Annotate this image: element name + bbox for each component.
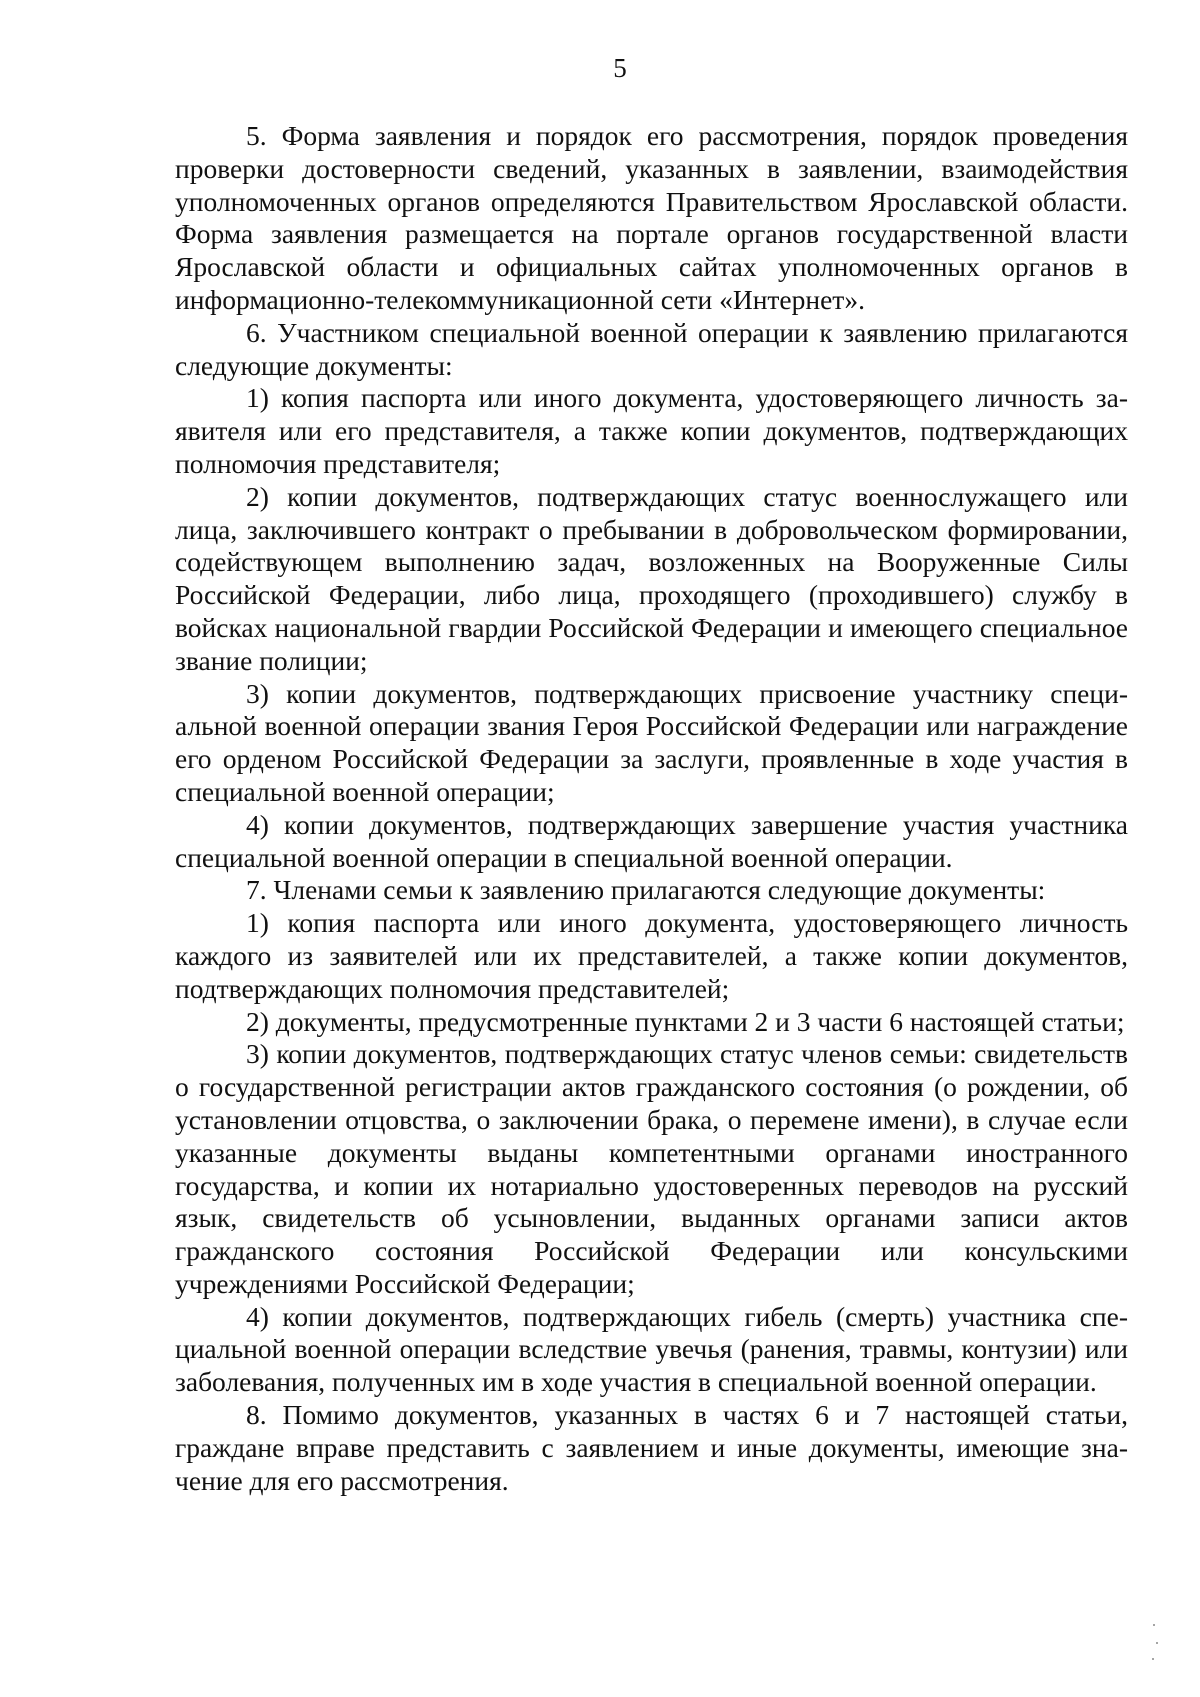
paragraph-6: 6. Участником специальной военной операции к заявлению прилагаются следующие документы: [175,316,1128,381]
paragraph-7-item-1: 1) копия паспорта или иного документа, удостоверяющего личность каждого из заявителей или их представителей, а также копии документов, подтверждающих полномочия представителей; [175,907,1128,1004]
paragraph-7-item-4: 4) копии документов, подтверждающих гибель (смерть) участника специальной военной операции вследствие увечья (ранения, травмы, контузии) или заболевания, полученных им в ходе участия в специальной военной операции. [175,1300,1128,1398]
paragraph-7-item-2: 2) документы, предусмотренные пунктами 2 и 3 части 6 настоящей статьи; [246,1005,1125,1037]
paragraph-7-item-3: 3) копии документов, подтверждающих статус членов семьи: свидетельств о государственной регистрации актов гражданского состояния (о рождении, об установлении отцовства, о заключении брака, о перемене имени), в случае если указанные документы выданы компетентными органами иностранного государства, и копии их нотариально удостоверенных переводов на русский язык, свидетельств об усыновлении, выданных органами записи актов гражданского состояния Российской Федерации или консульскими учреждениями Российской Федерации; [175,1038,1128,1299]
paragraph-6-item-4: 4) копии документов, подтверждающих завершение участия участника специальной военной операции в специальной военной операции. [175,808,1128,873]
paragraph-5: 5. Форма заявления и порядок его рассмотрения, порядок проведения проверки достоверности сведений, указанных в заявлении, взаимодействия уполномоченных органов определяются Правительством Ярославской области. Форма заявления размещается на портале органов государственной власти Ярославской области и официальных сайтах уполномоченных органов в информационно-телекоммуникационной сети «Интернет». [175,120,1128,315]
paragraph-6-item-3: 3) копии документов, подтверждающих присвоение участнику специальной военной операции звания Героя Российской Федерации или награждение его орденом Российской Федерации за заслуги, проявленные в ходе участия в специальной военной операции; [175,677,1128,807]
page-number: 5 [613,53,627,83]
paragraph-8: 8. Помимо документов, указанных в частях 6 и 7 настоящей статьи, граждане вправе представить с заявлением и иные документы, имеющие значение для его рассмотрения. [175,1399,1128,1496]
paragraph-6-item-1: 1) копия паспорта или иного документа, удостоверяющего личность заявителя или его представителя, а также копии документов, подтверждающих полномочия представителя; [175,382,1128,479]
paragraph-7: 7. Членами семьи к заявлению прилагаются следующие документы: [246,874,1046,906]
scan-speck-marks [1150,1622,1160,1662]
document-body [175,120,1128,1497]
paragraph-6-item-2: 2) копии документов, подтверждающих статус военнослужащего или лица, заключившего контракт о пребывании в добровольческом формировании, содействующем выполнению задач, возложенных на Вооруженные Силы Российской Федерации, либо лица, проходящего (проходившего) службу в войсках национальной гвардии Российской Федерации и имеющего специальное звание полиции; [175,480,1128,676]
